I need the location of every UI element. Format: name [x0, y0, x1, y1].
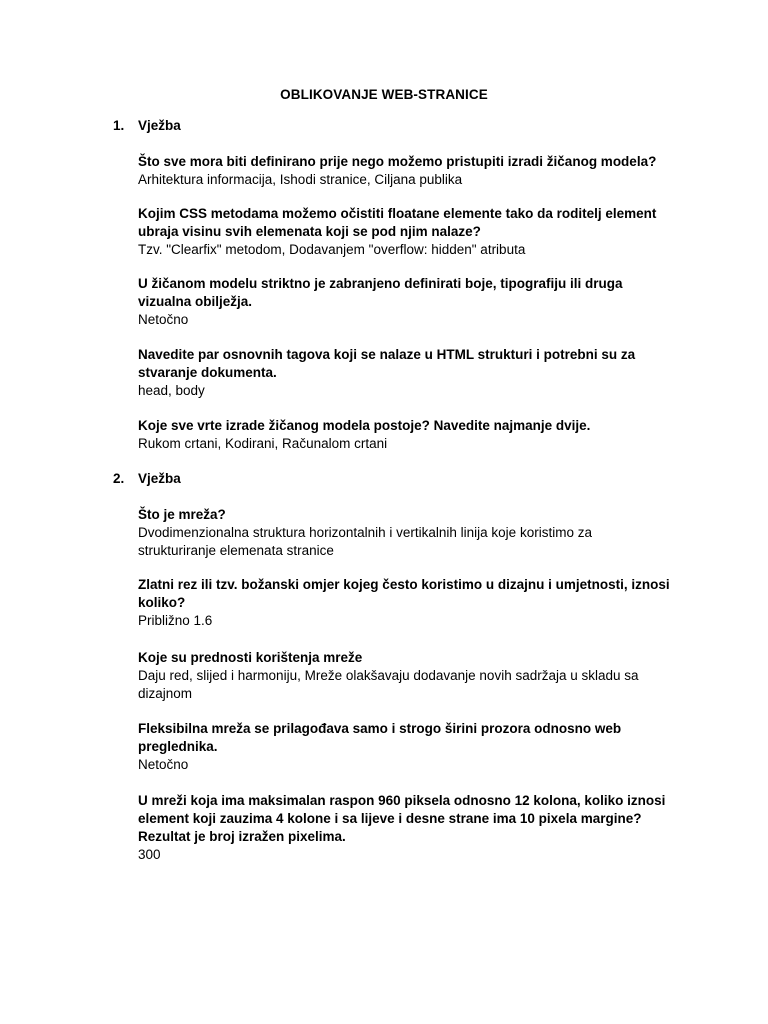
question-text: U mreži koja ima maksimalan raspon 960 piksela odnosno 12 kolona, koliko iznosi element koji zauzima 4 kolone i sa lijeve i desne strane ima 10 pixela margine? Rezultat je broj izražen pixelima. [138, 793, 666, 844]
answer-text: Približno 1.6 [138, 613, 213, 628]
question-text: Što je mreža? [138, 507, 226, 522]
section-heading-2 [113, 471, 181, 486]
answer-text: Tzv. "Clearfix" metodom, Dodavanjem "overflow: hidden" atributa [138, 242, 526, 257]
answer-text: Netočno [138, 757, 189, 772]
qa-item [138, 417, 678, 453]
answer-text: Daju red, slijed i harmoniju, Mreže olakšavaju dodavanje novih sadržaja u skladu sa dizajnom [138, 668, 639, 701]
question-text: Zlatni rez ili tzv. božanski omjer kojeg često koristimo u dizajnu i umjetnosti, iznosi koliko? [138, 577, 670, 610]
question-text: U žičanom modelu striktno je zabranjeno definirati boje, tipografiju ili druga vizualna obilježja. [138, 276, 623, 309]
qa-item [138, 205, 668, 259]
question-text: Navedite par osnovnih tagova koji se nalaze u HTML strukturi i potrebni su za stvaranje dokumenta. [138, 347, 636, 380]
section-title: Vježba [138, 118, 181, 133]
qa-item [138, 275, 638, 329]
question-text: Koje su prednosti korištenja mreže [138, 650, 363, 665]
section-heading-1 [113, 118, 181, 133]
qa-item [138, 720, 628, 774]
section-number: 1. [113, 118, 125, 133]
answer-text: Rukom crtani, Kodirani, Računalom crtani [138, 436, 388, 451]
qa-item [138, 153, 678, 189]
qa-item [138, 346, 668, 400]
answer-text: Arhitektura informacija, Ishodi stranice, Ciljana publika [138, 172, 463, 187]
qa-item [138, 576, 678, 630]
answer-text: Netočno [138, 312, 189, 327]
section-title: Vježba [138, 471, 181, 486]
question-text: Što sve mora biti definirano prije nego možemo pristupiti izradi žičanog modela? [138, 154, 657, 169]
qa-item [138, 649, 678, 703]
qa-item [138, 506, 638, 560]
answer-text: head, body [138, 383, 205, 398]
qa-item [138, 792, 678, 864]
question-text: Fleksibilna mreža se prilagođava samo i strogo širini prozora odnosno web preglednika. [138, 721, 622, 754]
question-text: Kojim CSS metodama možemo očistiti floatane elemente tako da roditelj element ubraja visinu svih elemenata koji se pod njim nalaze? [138, 206, 657, 239]
answer-text: Dvodimenzionalna struktura horizontalnih i vertikalnih linija koje koristimo za strukturiranje elemenata stranice [138, 525, 592, 558]
answer-text: 300 [138, 847, 161, 862]
section-number: 2. [113, 471, 125, 486]
document-title: OBLIKOVANJE WEB-STRANICE [280, 87, 488, 102]
question-text: Koje sve vrte izrade žičanog modela postoje? Navedite najmanje dvije. [138, 418, 591, 433]
